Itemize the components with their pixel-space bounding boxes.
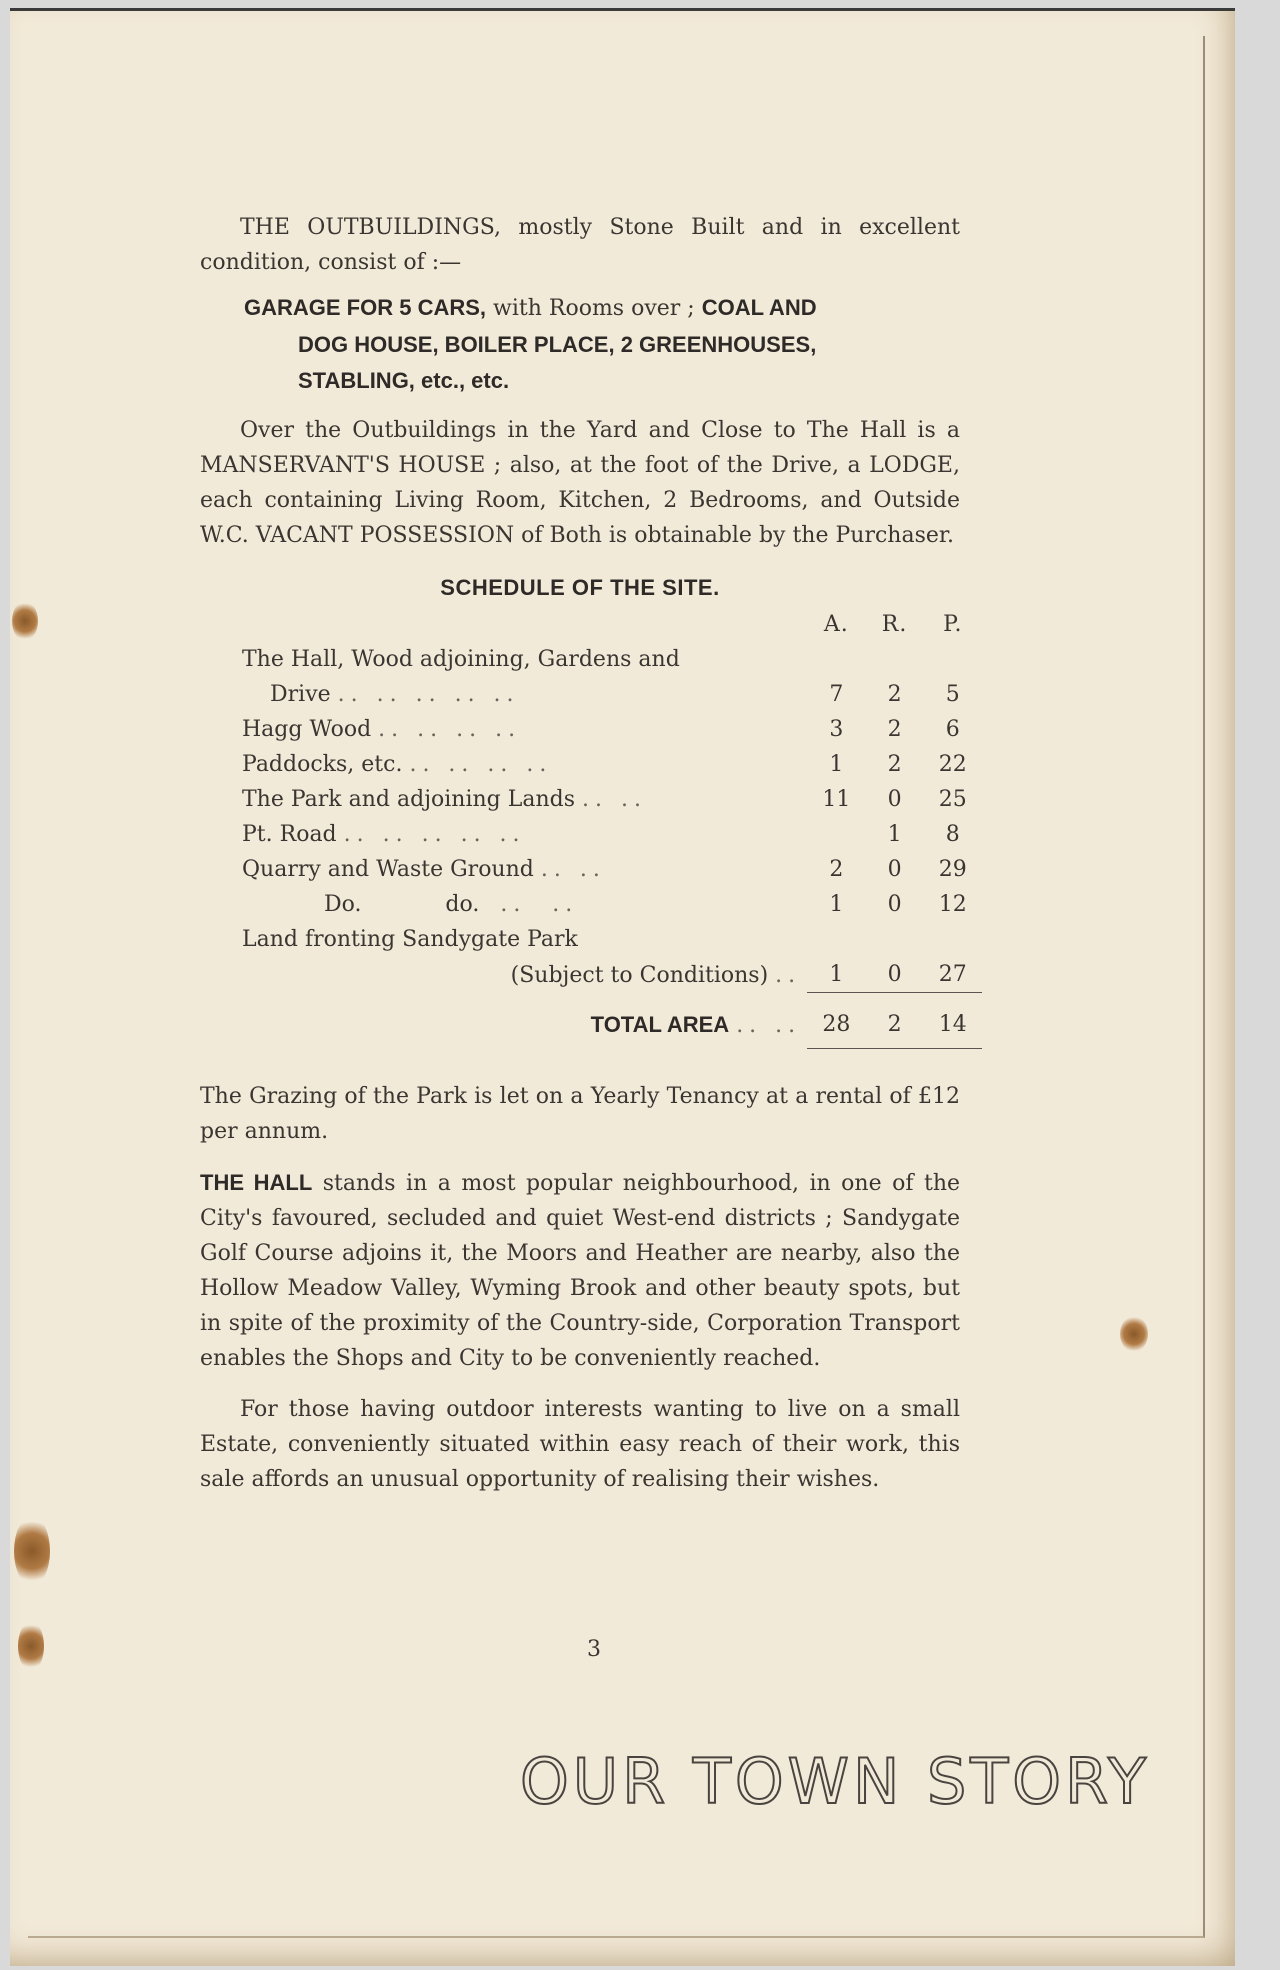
schedule-row	[242, 677, 982, 712]
hall-lead: THE HALL	[200, 1170, 313, 1195]
row-acres: 2	[829, 857, 844, 882]
row-label: The Hall, Wood adjoining, Gardens and	[242, 647, 680, 672]
outbuildings-lead: THE OUTBUILDINGS	[240, 215, 494, 240]
garage-mid: with Rooms over ;	[486, 296, 702, 321]
schedule-header-row	[242, 607, 982, 642]
row-label: (Subject to Conditions) ..	[510, 962, 802, 988]
schedule-row	[242, 782, 982, 817]
row-label: Do. do. .. ..	[324, 892, 579, 917]
outdoor-paragraph: For those having outdoor interests wanting to live on a small Estate, conveniently situated within easy reach of their work, this sale affords an unusual opportunity of realising their wishes.	[200, 1397, 960, 1492]
row-roods: 0	[887, 892, 902, 917]
hall-paragraph	[200, 1165, 960, 1376]
watermark: OUR TOWN STORY	[520, 1745, 1151, 1818]
stain-mark	[14, 1516, 50, 1586]
row-roods: 1	[887, 822, 902, 847]
row-perches: 8	[945, 822, 960, 847]
outbuildings-text: , mostly Stone Built and in excellent condition, consist of :—	[200, 215, 960, 275]
header-roods: R.	[881, 612, 908, 637]
schedule-total-row	[242, 993, 982, 1049]
manservant-paragraph: Over the Outbuildings in the Yard and Close to The Hall is a MANSERVANT'S HOUSE ; also, at the foot of the Drive, a LODGE, each containing Living Room, Kitchen, 2 Bedrooms, and Outside W.C. VACANT POSSESSION of Both is obtainable by the Purchaser.	[200, 418, 960, 548]
grazing-paragraph: The Grazing of the Park is let on a Yearly Tenancy at a rental of £12 per annum.	[200, 1084, 960, 1144]
header-perches: P.	[943, 612, 963, 637]
row-roods: 0	[887, 857, 902, 882]
row-acres	[807, 817, 865, 852]
row-perches: 22	[938, 752, 967, 777]
row-acres: 1	[829, 752, 844, 777]
schedule-row	[242, 957, 982, 993]
total-perches: 14	[924, 993, 982, 1049]
schedule-row	[242, 642, 982, 677]
row-label: Quarry and Waste Ground .. ..	[242, 857, 606, 882]
row-label: Pt. Road .. .. .. .. ..	[242, 822, 526, 847]
row-perches: 12	[938, 892, 967, 917]
row-acres: 7	[829, 682, 844, 707]
row-label: Land fronting Sandygate Park	[242, 927, 578, 952]
row-label: Drive .. .. .. .. ..	[270, 682, 520, 707]
total-acres: 28	[807, 993, 865, 1049]
stain-mark	[18, 1621, 44, 1671]
header-acres: A.	[823, 612, 849, 637]
garage-bold-1: GARAGE FOR 5 CARS,	[244, 295, 487, 320]
garage-line-3: STABLING, etc., etc.	[298, 368, 510, 393]
schedule-row	[242, 887, 982, 922]
schedule-row	[242, 922, 982, 957]
schedule-row	[242, 852, 982, 887]
page-content	[200, 210, 967, 1497]
row-acres: 1	[829, 892, 844, 917]
row-label: Paddocks, etc. .. .. .. ..	[242, 752, 553, 777]
schedule-title: SCHEDULE OF THE SITE.	[440, 575, 720, 600]
total-label: TOTAL AREA .. ..	[590, 1011, 802, 1038]
outbuildings-paragraph	[200, 210, 960, 280]
row-roods: 2	[887, 682, 902, 707]
row-perches: 27	[938, 962, 967, 987]
row-roods: 2	[887, 717, 902, 742]
row-roods: 0	[887, 787, 902, 812]
row-acres: 11	[822, 787, 851, 812]
row-perches: 29	[938, 857, 967, 882]
stain-mark	[12, 601, 38, 641]
row-acres: 1	[829, 962, 844, 987]
row-acres: 3	[829, 717, 844, 742]
row-perches: 5	[945, 682, 960, 707]
schedule-table	[242, 607, 982, 1049]
total-roods: 2	[866, 993, 924, 1049]
schedule-row	[242, 747, 982, 782]
row-perches: 6	[945, 717, 960, 742]
garage-line-2: DOG HOUSE, BOILER PLACE, 2 GREENHOUSES,	[298, 332, 817, 357]
hall-text: stands in a most popular neighbourhood, in one of the City's favoured, secluded and quiet West-end districts ; Sandygate Golf Course adjoins it, the Moors and Heather are nearby, also the Hollow Meadow Valley, Wyming Brook and other beauty spots, but in spite of the proximity of the Country-side, Corporation Transport enables the Shops and City to be conveniently reached.	[200, 1171, 961, 1371]
row-label: The Park and adjoining Lands .. ..	[242, 787, 647, 812]
row-perches: 25	[938, 787, 967, 812]
garage-list	[244, 290, 960, 399]
stain-mark	[1120, 1316, 1148, 1352]
schedule-row	[242, 817, 982, 852]
row-roods: 0	[887, 962, 902, 987]
schedule-row	[242, 712, 982, 747]
row-label: Hagg Wood .. .. .. ..	[242, 717, 522, 742]
row-roods: 2	[887, 752, 902, 777]
garage-bold-2: COAL AND	[701, 295, 817, 320]
page-number: 3	[587, 1637, 601, 1662]
